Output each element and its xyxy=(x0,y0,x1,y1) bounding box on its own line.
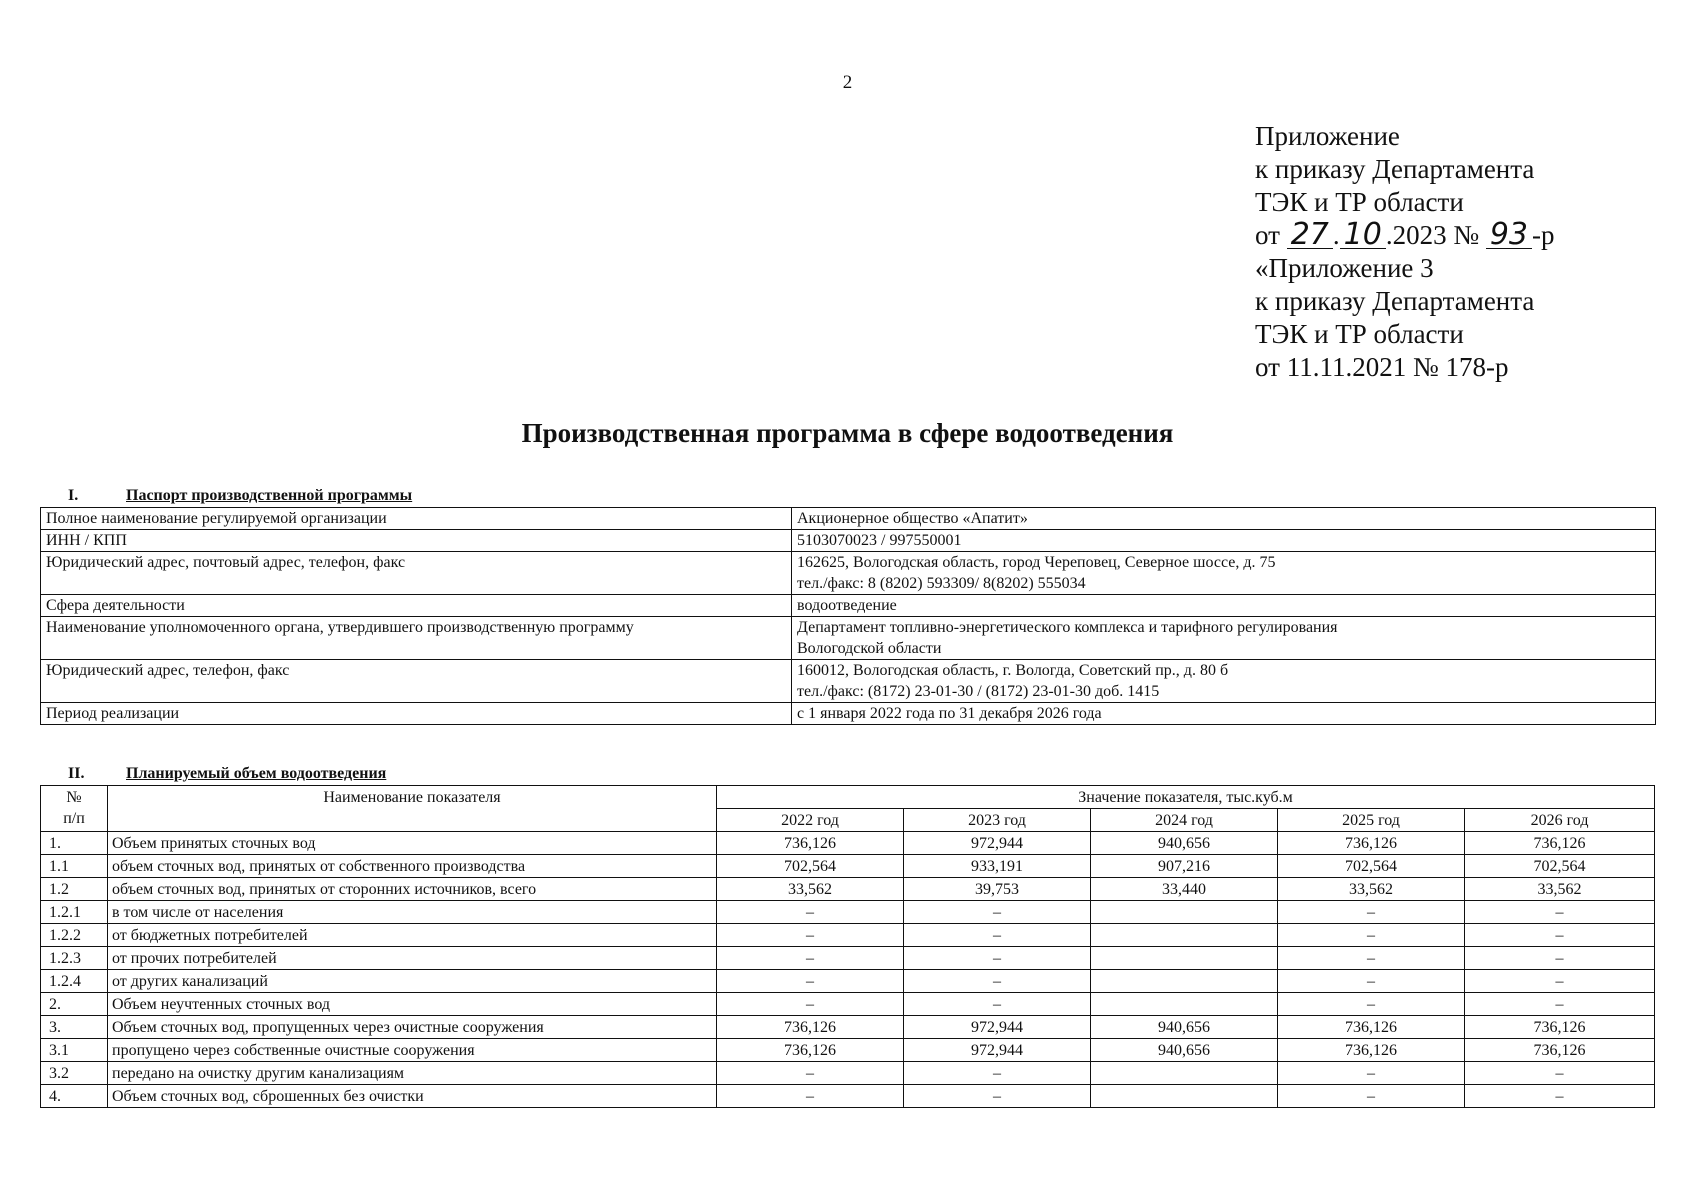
row-value-cell: 736,126 xyxy=(1465,1039,1655,1062)
passport-value-line2: тел./факс: (8172) 23-01-30 / (8172) 23-01-30 доб. 1415 xyxy=(797,683,1160,700)
table-row xyxy=(41,1062,1655,1085)
row-number: 3.2 xyxy=(41,1062,108,1085)
appendix-block xyxy=(1255,120,1555,384)
row-indicator-name: Объем принятых сточных вод xyxy=(108,832,717,855)
table-row xyxy=(41,1085,1655,1108)
row-number: 1.2.3 xyxy=(41,947,108,970)
passport-value: водоотведение xyxy=(792,595,1656,617)
header-year: 2022 год xyxy=(717,809,904,832)
row-indicator-name: Объем неучтенных сточных вод xyxy=(108,993,717,1016)
row-number: 1.2 xyxy=(41,878,108,901)
appendix-line: ТЭК и ТР области xyxy=(1255,319,1464,349)
row-value-cell: – xyxy=(1465,970,1655,993)
table-row xyxy=(41,703,1656,725)
passport-value: 162625, Вологодская область, город Череповец, Северное шоссе, д. 75 xyxy=(797,554,1276,571)
row-value-cell: 33,562 xyxy=(1278,878,1465,901)
row-value-cell xyxy=(1091,970,1278,993)
table-row xyxy=(41,530,1656,552)
row-value-cell: 736,126 xyxy=(1465,1016,1655,1039)
row-value-cell: – xyxy=(1465,924,1655,947)
header-indicator-value: Значение показателя, тыс.куб.м xyxy=(717,786,1655,809)
row-value-cell: – xyxy=(1278,1062,1465,1085)
row-value-cell: – xyxy=(717,924,904,947)
passport-label: Юридический адрес, телефон, факс xyxy=(41,660,792,703)
passport-value: 5103070023 / 997550001 xyxy=(792,530,1656,552)
row-value-cell: – xyxy=(904,947,1091,970)
passport-value-line2: Вологодской области xyxy=(797,640,942,657)
volume-table-body xyxy=(41,832,1655,1108)
row-number: 3. xyxy=(41,1016,108,1039)
row-value-cell: 907,216 xyxy=(1091,855,1278,878)
row-value-cell: – xyxy=(717,1062,904,1085)
appendix-date-prefix: от xyxy=(1255,220,1280,250)
row-value-cell: – xyxy=(1278,924,1465,947)
row-indicator-name: передано на очистку другим канализациям xyxy=(108,1062,717,1085)
row-value-cell xyxy=(1091,924,1278,947)
row-value-cell: – xyxy=(1465,1062,1655,1085)
table-row xyxy=(41,924,1655,947)
row-value-cell: 940,656 xyxy=(1091,832,1278,855)
row-value-cell: – xyxy=(904,1085,1091,1108)
row-value-cell xyxy=(1091,1085,1278,1108)
row-value-cell: – xyxy=(1278,993,1465,1016)
row-value-cell: – xyxy=(1465,947,1655,970)
row-indicator-name: пропущено через собственные очистные сооружения xyxy=(108,1039,717,1062)
passport-label: Период реализации xyxy=(41,703,792,725)
table-row xyxy=(41,947,1655,970)
header-year: 2024 год xyxy=(1091,809,1278,832)
row-value-cell: 33,562 xyxy=(717,878,904,901)
row-number: 1.2.1 xyxy=(41,901,108,924)
header-number-sub: п/п xyxy=(63,810,85,827)
table-row xyxy=(41,993,1655,1016)
row-value-cell: 736,126 xyxy=(1465,832,1655,855)
row-value-cell: 702,564 xyxy=(1465,855,1655,878)
row-indicator-name: в том числе от населения xyxy=(108,901,717,924)
passport-value-cell xyxy=(792,660,1656,703)
table-row xyxy=(41,1016,1655,1039)
row-value-cell: 972,944 xyxy=(904,1039,1091,1062)
row-value-cell: 972,944 xyxy=(904,1016,1091,1039)
row-value-cell: – xyxy=(904,970,1091,993)
passport-value-cell xyxy=(792,617,1656,660)
row-value-cell: – xyxy=(904,1062,1091,1085)
row-value-cell xyxy=(1091,1062,1278,1085)
row-indicator-name: объем сточных вод, принятых от собственного производства xyxy=(108,855,717,878)
row-value-cell: 940,656 xyxy=(1091,1016,1278,1039)
passport-value: 160012, Вологодская область, г. Вологда, Советский пр., д. 80 б xyxy=(797,662,1229,679)
header-year: 2026 год xyxy=(1465,809,1655,832)
section-2-heading xyxy=(40,765,386,783)
row-indicator-name: объем сточных вод, принятых от сторонних источников, всего xyxy=(108,878,717,901)
row-value-cell: – xyxy=(717,901,904,924)
row-value-cell: 736,126 xyxy=(717,1016,904,1039)
row-value-cell: 972,944 xyxy=(904,832,1091,855)
table-header-row xyxy=(41,786,1655,809)
row-indicator-name: от других канализаций xyxy=(108,970,717,993)
passport-value-cell xyxy=(792,552,1656,595)
row-value-cell: – xyxy=(717,1085,904,1108)
section-number: I. xyxy=(68,487,79,504)
row-value-cell: – xyxy=(1465,993,1655,1016)
header-year: 2023 год xyxy=(904,809,1091,832)
passport-label: Полное наименование регулируемой организации xyxy=(41,508,792,530)
row-value-cell xyxy=(1091,901,1278,924)
table-row xyxy=(41,508,1656,530)
section-title: Планируемый объем водоотведения xyxy=(126,765,387,782)
row-indicator-name: от прочих потребителей xyxy=(108,947,717,970)
appendix-line: Приложение xyxy=(1255,121,1400,151)
section-title: Паспорт производственной программы xyxy=(126,487,413,504)
row-value-cell: 736,126 xyxy=(1278,1016,1465,1039)
table-row xyxy=(41,832,1655,855)
row-value-cell: – xyxy=(717,993,904,1016)
row-number: 4. xyxy=(41,1085,108,1108)
row-value-cell: – xyxy=(904,924,1091,947)
table-row xyxy=(41,855,1655,878)
row-value-cell: 736,126 xyxy=(717,1039,904,1062)
table-row xyxy=(41,970,1655,993)
row-value-cell: 933,191 xyxy=(904,855,1091,878)
row-value-cell: – xyxy=(1278,901,1465,924)
row-value-cell: – xyxy=(1278,970,1465,993)
row-value-cell: – xyxy=(1278,947,1465,970)
passport-label: ИНН / КПП xyxy=(41,530,792,552)
passport-value: Акционерное общество «Апатит» xyxy=(792,508,1656,530)
header-indicator-name: Наименование показателя xyxy=(108,786,717,832)
section-number: II. xyxy=(68,765,85,782)
table-row xyxy=(41,617,1656,660)
row-number: 1.2.2 xyxy=(41,924,108,947)
table-row xyxy=(41,901,1655,924)
page-number: 2 xyxy=(842,72,853,93)
handwritten-month: 10 xyxy=(1340,222,1386,249)
row-value-cell: – xyxy=(1278,1085,1465,1108)
row-value-cell: – xyxy=(1465,901,1655,924)
handwritten-day: 27 xyxy=(1287,222,1333,249)
row-number: 2. xyxy=(41,993,108,1016)
passport-value: с 1 января 2022 года по 31 декабря 2026 года xyxy=(792,703,1656,725)
header-year: 2025 год xyxy=(1278,809,1465,832)
row-indicator-name: Объем сточных вод, сброшенных без очистки xyxy=(108,1085,717,1108)
appendix-order-line xyxy=(1255,219,1555,252)
table-row xyxy=(41,1039,1655,1062)
header-number: № xyxy=(66,789,82,806)
row-value-cell: 736,126 xyxy=(1278,832,1465,855)
row-value-cell: – xyxy=(717,947,904,970)
row-number: 1.2.4 xyxy=(41,970,108,993)
passport-label: Наименование уполномоченного органа, утвердившего производственную программу xyxy=(41,617,792,660)
year-and-number-label: .2023 № xyxy=(1385,220,1480,250)
row-value-cell: 736,126 xyxy=(1278,1039,1465,1062)
row-value-cell: 33,562 xyxy=(1465,878,1655,901)
row-number: 3.1 xyxy=(41,1039,108,1062)
table-row xyxy=(41,595,1656,617)
passport-value-line2: тел./факс: 8 (8202) 593309/ 8(8202) 555034 xyxy=(797,575,1086,592)
table-row xyxy=(41,552,1656,595)
row-number: 1.1 xyxy=(41,855,108,878)
table-row xyxy=(41,660,1656,703)
passport-label: Юридический адрес, почтовый адрес, телефон, факс xyxy=(41,552,792,595)
passport-value: Департамент топливно-энергетического комплекса и тарифного регулирования xyxy=(797,619,1338,636)
row-value-cell: 702,564 xyxy=(1278,855,1465,878)
handwritten-order-number: 93 xyxy=(1486,222,1532,249)
table-row xyxy=(41,878,1655,901)
passport-table xyxy=(40,507,1656,725)
row-value-cell xyxy=(1091,993,1278,1016)
appendix-line: к приказу Департамента xyxy=(1255,286,1535,316)
appendix-line: ТЭК и ТР области xyxy=(1255,187,1464,217)
row-value-cell: 736,126 xyxy=(717,832,904,855)
row-number: 1. xyxy=(41,832,108,855)
volume-table xyxy=(40,785,1655,1108)
appendix-line: «Приложение 3 xyxy=(1255,253,1434,283)
row-value-cell: 940,656 xyxy=(1091,1039,1278,1062)
document-title: Производственная программа в сфере водоотведения xyxy=(521,418,1174,448)
date-separator: . xyxy=(1332,220,1340,250)
row-indicator-name: Объем сточных вод, пропущенных через очистные сооружения xyxy=(108,1016,717,1039)
appendix-line: от 11.11.2021 № 178-р xyxy=(1255,352,1509,382)
order-suffix: -р xyxy=(1532,220,1555,250)
passport-label: Сфера деятельности xyxy=(41,595,792,617)
row-value-cell: – xyxy=(904,901,1091,924)
appendix-line: к приказу Департамента xyxy=(1255,154,1535,184)
section-1-heading xyxy=(40,487,412,505)
row-value-cell: – xyxy=(904,993,1091,1016)
row-value-cell: – xyxy=(1465,1085,1655,1108)
row-indicator-name: от бюджетных потребителей xyxy=(108,924,717,947)
row-value-cell: 33,440 xyxy=(1091,878,1278,901)
row-value-cell: 702,564 xyxy=(717,855,904,878)
row-value-cell xyxy=(1091,947,1278,970)
row-value-cell: – xyxy=(717,970,904,993)
row-value-cell: 39,753 xyxy=(904,878,1091,901)
header-number-cell xyxy=(41,786,108,832)
